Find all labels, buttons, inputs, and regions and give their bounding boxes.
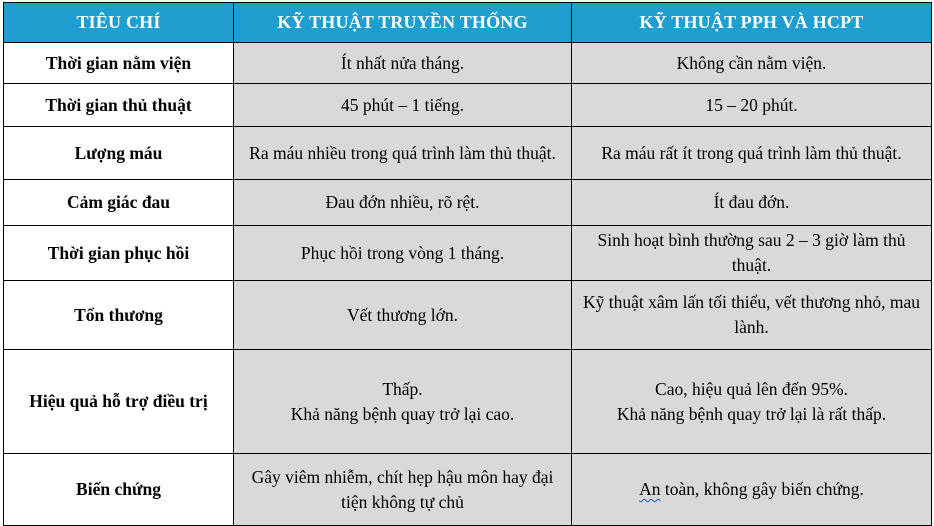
header-modern: KỸ THUẬT PPH VÀ HCPT [572,3,932,43]
header-traditional: KỸ THUẬT TRUYỀN THỐNG [234,3,572,43]
traditional-cell: Gây viêm nhiễm, chít hẹp hậu môn hay đại tiện không tự chủ [234,454,572,526]
table-row [4,180,932,226]
modern-cell: 15 – 20 phút. [572,84,932,127]
criterion-cell: Hiệu quả hỗ trợ điều trị [4,350,234,454]
criterion-cell: Tổn thương [4,281,234,350]
criterion-cell: Thời gian thủ thuật [4,84,234,127]
table-row [4,350,932,454]
header-row [4,3,932,43]
criterion-cell: Cảm giác đau [4,180,234,226]
criterion-cell: Lượng máu [4,127,234,180]
traditional-cell: 45 phút – 1 tiếng. [234,84,572,127]
table-row [4,454,932,526]
cell-line: Khả năng bệnh quay trở lại cao. [290,403,515,424]
modern-cell: Ít đau đớn. [572,180,932,226]
traditional-cell [234,350,572,454]
table-row [4,43,932,84]
modern-cell: Sinh hoạt bình thường sau 2 – 3 giờ làm thủ thuật. [572,226,932,281]
cell-text: toàn, không gây biến chứng. [660,479,864,499]
criterion-cell: Thời gian phục hồi [4,226,234,281]
comparison-table [3,2,932,526]
traditional-cell: Vết thương lớn. [234,281,572,350]
modern-cell: Không cần nằm viện. [572,43,932,84]
table-row [4,84,932,127]
traditional-cell: Đau đớn nhiều, rõ rệt. [234,180,572,226]
spellcheck-word: An [639,479,661,499]
table-row [4,127,932,180]
modern-cell: Ra máu rất ít trong quá trình làm thủ thuật. [572,127,932,180]
traditional-cell: Phục hồi trong vòng 1 tháng. [234,226,572,281]
table-row [4,226,932,281]
traditional-cell: Ít nhất nửa tháng. [234,43,572,84]
criterion-cell: Thời gian nằm viện [4,43,234,84]
criterion-cell: Biến chứng [4,454,234,526]
modern-cell [572,454,932,526]
modern-cell [572,350,932,454]
header-criteria: TIÊU CHÍ [4,3,234,43]
cell-line: Khả năng bệnh quay trở lại là rất thấp. [616,403,887,424]
cell-line: Thấp. [382,378,423,399]
traditional-cell: Ra máu nhiều trong quá trình làm thủ thuật. [234,127,572,180]
modern-cell: Kỹ thuật xâm lấn tối thiểu, vết thương nhỏ, mau lành. [572,281,932,350]
cell-line: Cao, hiệu quả lên đến 95%. [655,378,848,399]
table-row [4,281,932,350]
